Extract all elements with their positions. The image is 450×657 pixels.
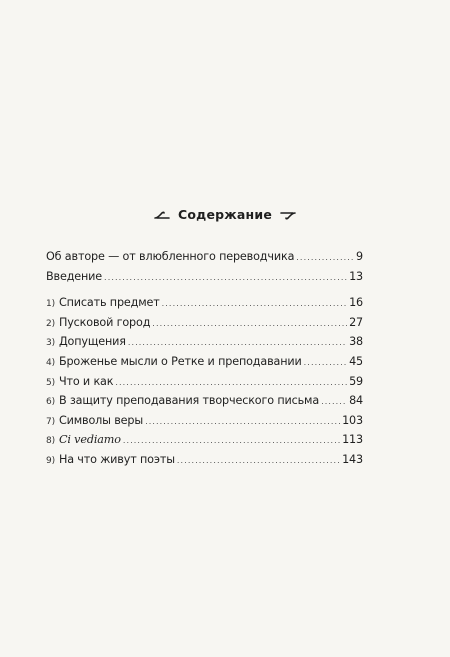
chapter-title: Списать предмет bbox=[58, 296, 160, 310]
toc-entry bbox=[46, 355, 363, 375]
left-flourish-icon bbox=[154, 210, 170, 220]
dot-leader bbox=[321, 397, 347, 406]
chapter-title: Ci vediamo bbox=[58, 433, 121, 447]
toc-entry bbox=[46, 270, 363, 290]
chapter-number: 5) bbox=[46, 377, 55, 388]
page-number: 45 bbox=[349, 354, 363, 368]
chapter-number: 3) bbox=[46, 338, 55, 349]
page-number: 38 bbox=[349, 335, 363, 349]
chapter-number: 9) bbox=[46, 455, 55, 466]
page-number: 9 bbox=[356, 250, 363, 263]
chapter-number: 7) bbox=[46, 416, 55, 427]
page-number: 113 bbox=[342, 433, 363, 447]
dot-leader bbox=[104, 273, 347, 282]
chapter-number: 2) bbox=[46, 318, 55, 329]
toc-entry bbox=[46, 453, 363, 473]
page-number: 59 bbox=[349, 374, 363, 388]
dot-leader bbox=[296, 253, 354, 262]
toc-title: Содержание bbox=[177, 207, 273, 222]
chapter-title: Символы веры bbox=[58, 413, 144, 427]
dot-leader bbox=[162, 299, 347, 308]
dot-leader bbox=[177, 456, 340, 465]
page-number: 84 bbox=[349, 394, 363, 408]
page-number: 143 bbox=[342, 452, 363, 466]
right-flourish-icon bbox=[280, 210, 296, 220]
chapter-title: Что и как bbox=[58, 374, 114, 388]
chapter-number: 8) bbox=[46, 436, 55, 447]
dot-leader bbox=[152, 319, 347, 328]
toc-header bbox=[0, 207, 450, 222]
page-number: 103 bbox=[342, 413, 363, 427]
toc-entry bbox=[46, 335, 363, 355]
chapter-title: Пусковой город bbox=[58, 315, 151, 329]
toc-entry bbox=[46, 296, 363, 316]
dot-leader bbox=[128, 338, 347, 347]
chapter-number: 4) bbox=[46, 357, 55, 368]
chapter-title: Введение bbox=[46, 269, 103, 283]
chapter-title: В защиту преподавания творческого письма bbox=[58, 394, 320, 408]
toc-entry bbox=[46, 375, 363, 395]
chapter-number: 6) bbox=[46, 397, 55, 408]
dot-leader bbox=[115, 378, 347, 387]
dot-leader bbox=[145, 417, 340, 426]
toc-list bbox=[46, 250, 363, 473]
page-number: 27 bbox=[349, 315, 363, 329]
toc-entry bbox=[46, 250, 363, 270]
toc-entry bbox=[46, 316, 363, 336]
chapter-title: На что живут поэты bbox=[58, 452, 175, 466]
dot-leader bbox=[123, 436, 340, 445]
chapter-title: Об авторе — от влюбленного переводчика bbox=[46, 250, 295, 263]
toc-entry bbox=[46, 394, 363, 414]
toc-entry bbox=[46, 433, 363, 453]
chapter-title: Допущения bbox=[58, 335, 126, 349]
toc-entry bbox=[46, 414, 363, 434]
chapter-title: Броженье мысли о Ретке и преподавании bbox=[58, 354, 302, 368]
page-number: 13 bbox=[349, 269, 363, 283]
page-number: 16 bbox=[349, 296, 363, 310]
dot-leader bbox=[304, 358, 347, 367]
chapter-number: 1) bbox=[46, 299, 55, 310]
